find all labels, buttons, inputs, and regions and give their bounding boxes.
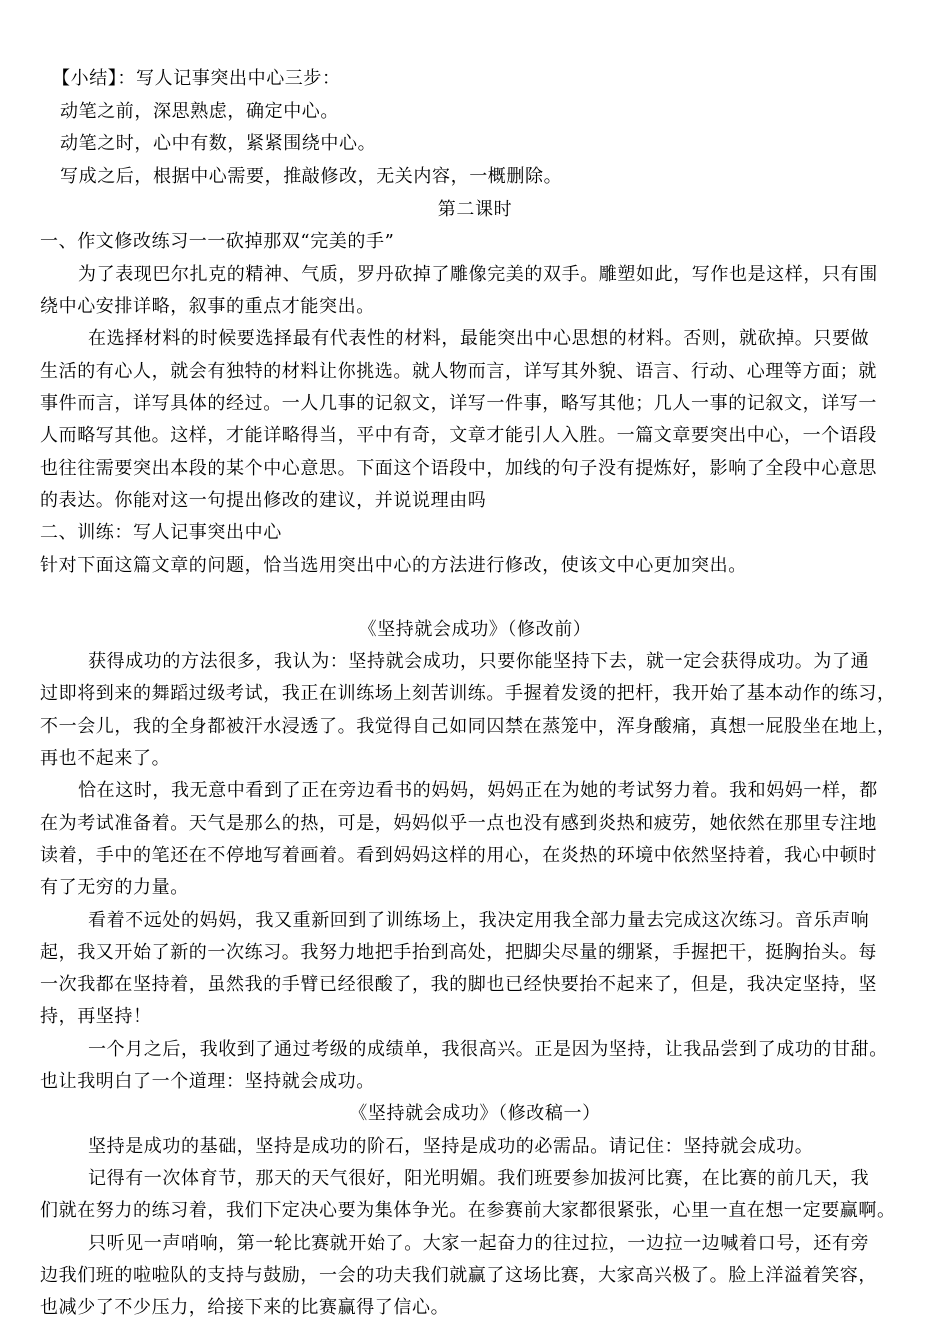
essay-line: 一个月之后，我收到了通过考级的成绩单，我很高兴。正是因为坚持，让我品尝到了成功的甘甜。 <box>88 1039 888 1060</box>
lesson-title: 第二课时 <box>437 199 513 220</box>
section-2-title: 二、训练：写人记事突出中心 <box>40 522 282 543</box>
essay-line: 不一会儿，我的全身都被汗水浸透了。我觉得自己如同囚禁在蒸笼中，浑身酸痛，真想一屁股坐在地上， <box>40 716 896 737</box>
essay-line: 持，再坚持！ <box>40 1006 152 1027</box>
paragraph-line: 也往往需要突出本段的某个中心意思。下面这个语段中，加线的句子没有提炼好，影响了全段中心意思 <box>40 458 877 479</box>
paragraph-line: 人而略写其他。这样，才能详略得当，平中有奇，文章才能引人入胜。一篇文章要突出中心，一个语段 <box>40 425 877 446</box>
summary-title: 【小结】：写人记事突出中心三步： <box>52 68 341 89</box>
instruction-text: 针对下面这篇文章的问题，恰当选用突出中心的方法进行修改，使该文中心更加突出。 <box>40 555 747 576</box>
essay-line: 一次我都在坚持着，虽然我的手臂已经很酸了，我的脚也已经快要抬不起来了，但是，我决定坚持，坚 <box>40 974 877 995</box>
essay-line: 也让我明白了一个道理：坚持就会成功。 <box>40 1071 375 1092</box>
essay-line: 读着，手中的笔还在不停地写着画着。看到妈妈这样的用心，在炎热的环境中依然坚持着，我心中顿时 <box>40 845 877 866</box>
paragraph-line: 事件而言，详写具体的经过。一人几事的记叙文，详写一件事，略写其他；几人一事的记叙文，详写一 <box>40 393 877 414</box>
paragraph-line: 的表达。你能对这一句提出修改的建议，并说说理由吗 <box>40 490 487 511</box>
section-1-title: 一、作文修改练习一一砍掉那双“完美的手” <box>40 231 395 252</box>
essay-line: 再也不起来了。 <box>40 748 171 769</box>
essay-line: 只听见一声哨响，第一轮比赛就开始了。大家一起奋力的往过拉，一边拉一边喊着口号，还有旁 <box>88 1233 870 1254</box>
essay-draft1-title: 《坚持就会成功》（修改稿一） <box>349 1103 601 1124</box>
paragraph-line: 生活的有心人，就会有独特的材料让你挑选。就人物而言，详写其外貌、语言、行动、心理等方面；就 <box>40 361 877 382</box>
essay-before-title: 《坚持就会成功》（修改前） <box>358 619 592 640</box>
essay-line: 记得有一次体育节，那天的天气很好，阳光明媚。我们班要参加拔河比赛，在比赛的前几天，我 <box>88 1168 870 1189</box>
essay-line: 也减少了不少压力，给接下来的比赛赢得了信心。 <box>40 1297 450 1318</box>
essay-line: 起，我又开始了新的一次练习。我努力地把手抬到高处，把脚尖尽量的绷紧，手握把干，挺胸抬头。每 <box>40 942 877 963</box>
paragraph-line: 绕中心安排详略，叙事的重点才能突出。 <box>40 296 375 317</box>
summary-step-3: 写成之后，根据中心需要，推敲修改，无关内容，一概删除。 <box>60 166 563 187</box>
essay-line: 有了无穷的力量。 <box>40 877 189 898</box>
essay-line: 坚持是成功的基础，坚持是成功的阶石，坚持是成功的必需品。请记住：坚持就会成功。 <box>88 1136 814 1157</box>
essay-line: 们就在努力的练习着，我们下定决心要为集体争光。在参赛前大家都很紧张，心里一直在想一定要赢啊。 <box>40 1200 896 1221</box>
paragraph-line: 在选择材料的时候要选择最有代表性的材料，最能突出中心思想的材料。否则，就砍掉。只要做 <box>88 328 870 349</box>
essay-line: 边我们班的啦啦队的支持与鼓励，一会的功夫我们就赢了这场比赛，大家高兴极了。脸上洋溢着笑容， <box>40 1265 877 1286</box>
summary-step-2: 动笔之时，心中有数，紧紧围绕中心。 <box>60 133 377 154</box>
essay-line: 获得成功的方法很多，我认为：坚持就会成功，只要你能坚持下去，就一定会获得成功。为了通 <box>88 651 870 672</box>
essay-line: 恰在这时，我无意中看到了正在旁边看书的妈妈，妈妈正在为她的考试努力着。我和妈妈一样，都 <box>78 780 878 801</box>
essay-line: 在为考试准备着。天气是那么的热，可是，妈妈似乎一点也没有感到炎热和疲劳，她依然在那里专注地 <box>40 813 877 834</box>
essay-line: 过即将到来的舞蹈过级考试，我正在训练场上刻苦训练。手握着发烫的把杆，我开始了基本动作的练习， <box>40 683 896 704</box>
paragraph-line: 为了表现巴尔扎克的精神、气质，罗丹砍掉了雕像完美的双手。雕塑如此，写作也是这样，只有围 <box>78 264 878 285</box>
essay-line: 看着不远处的妈妈，我又重新回到了训练场上，我决定用我全部力量去完成这次练习。音乐声响 <box>88 910 870 931</box>
summary-step-1: 动笔之前，深思熟虑，确定中心。 <box>60 101 339 122</box>
